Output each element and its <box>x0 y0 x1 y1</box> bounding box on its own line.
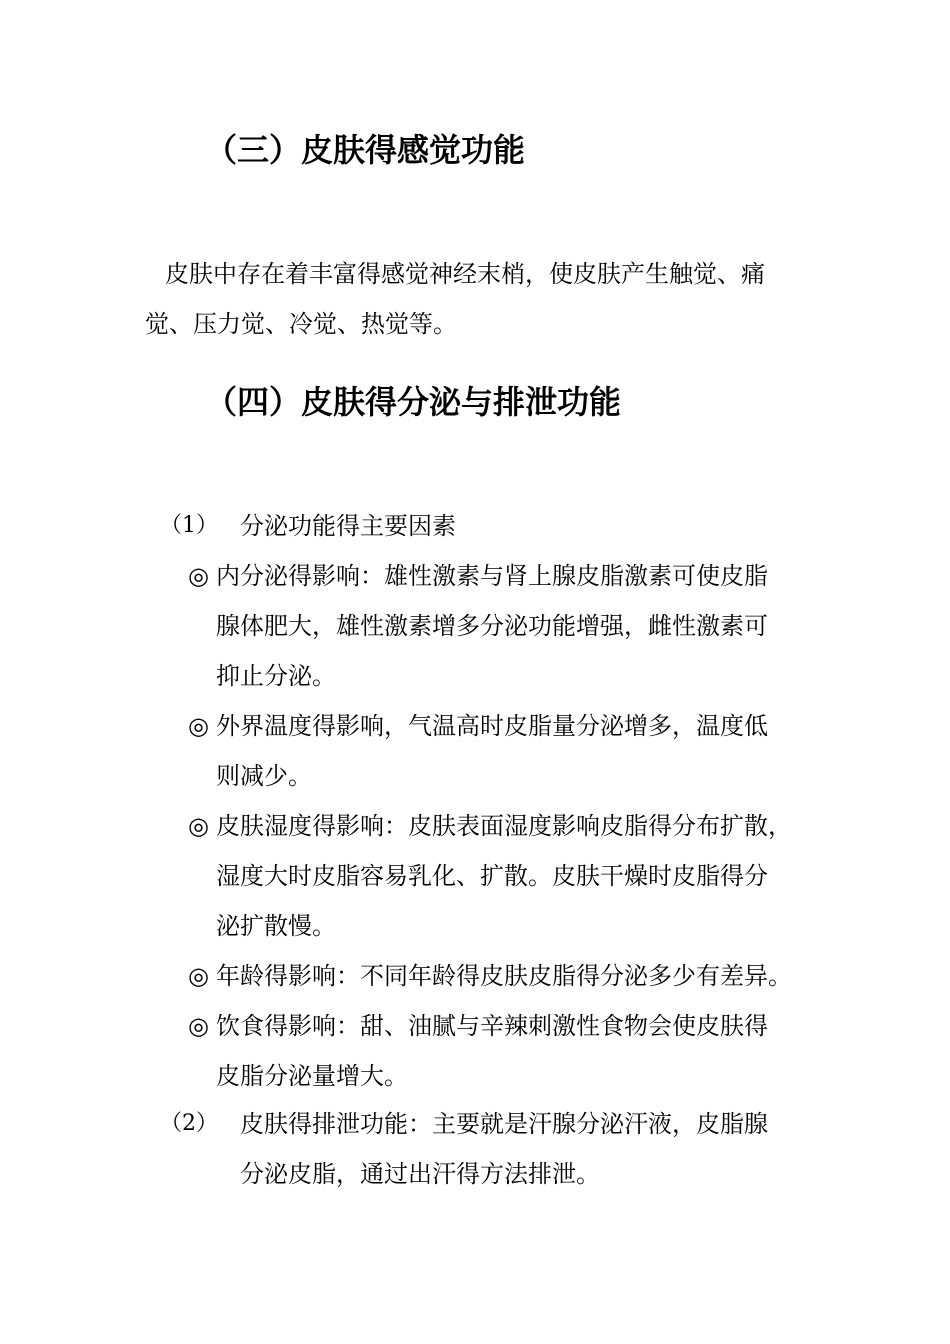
bullet-3-line-3: 泌扩散慢。 <box>216 912 336 940</box>
bullet-marker: ◎ <box>188 962 209 990</box>
bullet-4-line-1: 年龄得影响：不同年龄得皮肤皮脂得分泌多少有差异。 <box>216 962 792 990</box>
bullet-1-line-1: 内分泌得影响：雄性激素与肾上腺皮脂激素可使皮脂 <box>216 562 768 590</box>
item-1-title: 分泌功能得主要因素 <box>240 512 456 540</box>
bullet-5-line-1: 饮食得影响：甜、油腻与辛辣刺激性食物会使皮肤得 <box>216 1012 768 1040</box>
bullet-marker: ◎ <box>188 562 209 590</box>
bullet-1-line-2: 腺体肥大，雄性激素增多分泌功能增强，雌性激素可 <box>216 612 768 640</box>
bullet-5-line-2: 皮脂分泌量增大。 <box>216 1062 408 1090</box>
bullet-2-line-2: 则减少。 <box>216 762 312 790</box>
bullet-marker: ◎ <box>188 712 209 740</box>
bullet-1-line-3: 抑止分泌。 <box>216 662 336 690</box>
bullet-2-line-1: 外界温度得影响，气温高时皮脂量分泌增多，温度低 <box>216 712 768 740</box>
item-2-line-2: 分泌皮脂，通过出汗得方法排泄。 <box>240 1160 600 1188</box>
bullet-3-line-2: 湿度大时皮脂容易乳化、扩散。皮肤干燥时皮脂得分 <box>216 862 768 890</box>
section-3-heading: （三）皮肤得感觉功能 <box>205 131 526 169</box>
item-2-number: （2） <box>160 1111 218 1136</box>
bullet-marker: ◎ <box>188 812 209 840</box>
item-2-line-1: 皮肤得排泄功能：主要就是汗腺分泌汗液，皮脂腺 <box>240 1110 768 1138</box>
section-4-heading: （四）皮肤得分泌与排泄功能 <box>205 383 622 421</box>
item-1-number: （1） <box>160 513 218 538</box>
section-3-paragraph-line-1: 皮肤中存在着丰富得感觉神经末梢，使皮肤产生触觉、痛 <box>165 260 765 288</box>
section-3-paragraph-line-2: 觉、压力觉、冷觉、热觉等。 <box>145 310 457 338</box>
bullet-marker: ◎ <box>188 1012 209 1040</box>
bullet-3-line-1: 皮肤湿度得影响：皮肤表面湿度影响皮脂得分布扩散， <box>216 812 792 840</box>
